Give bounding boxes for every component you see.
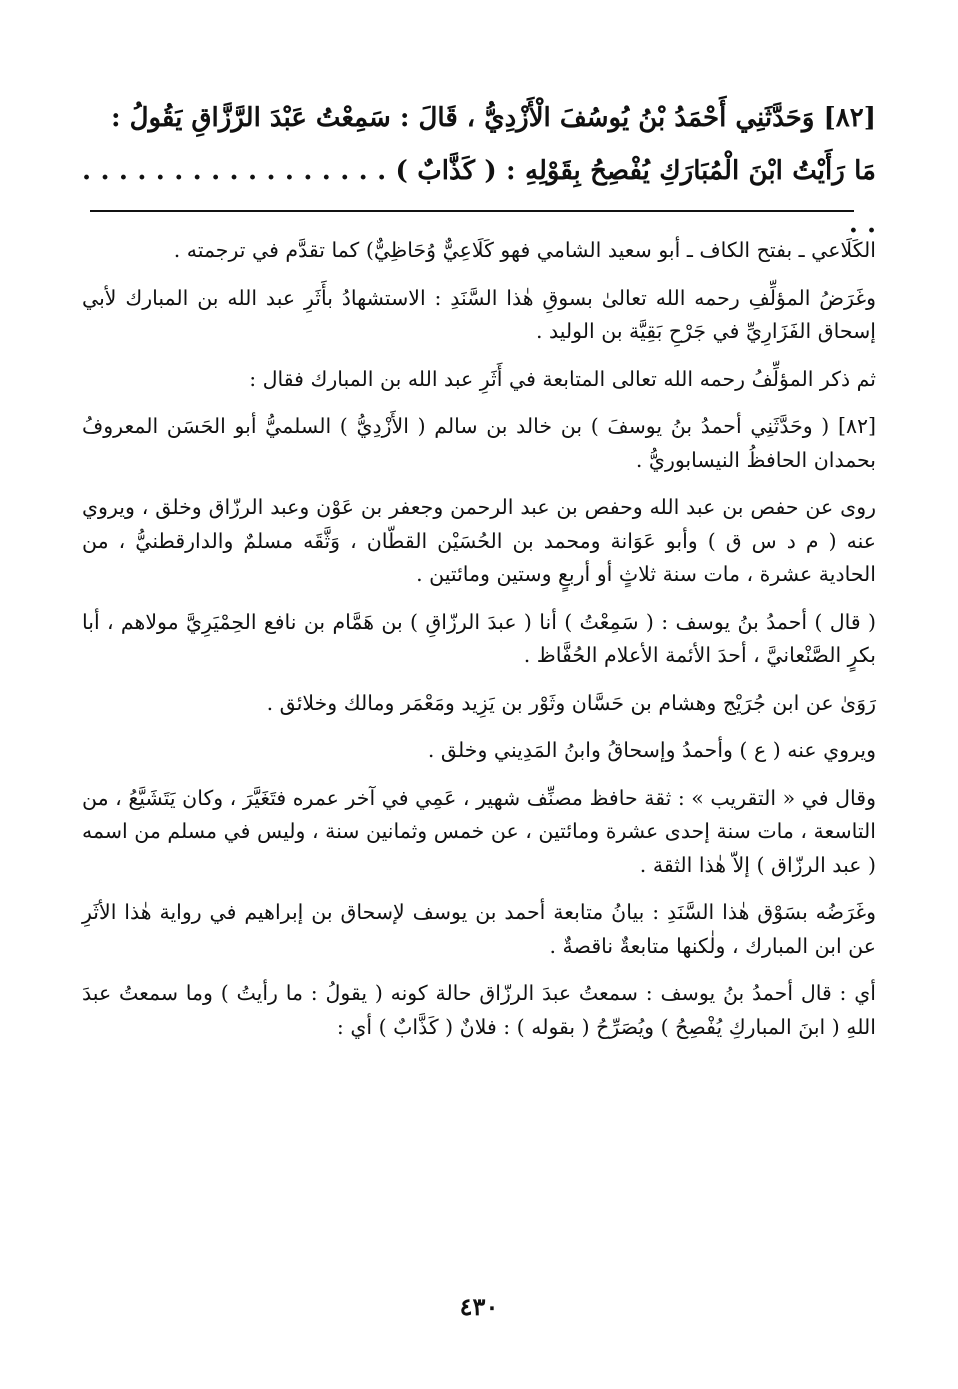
commentary-paragraph: رَوَىٰ عن ابن جُرَيْج وهشام بن حَسَّان وثَوْر بن يَزِيد ومَعْمَر ومالك وخلائق .	[266, 690, 876, 715]
commentary-paragraph: ( قال ) أحمدُ بنُ يوسف : ( سَمِعْتُ ) أنا ( عبدَ الرزّاقِ ) بن هَمَّام بن نافع الحِمْيَرِيَّ مولاهم ، أبا بكرٍ الصَّنْعانيَّ ، أحدَ الأئمة الأعلام الحُفَّاظ .	[82, 609, 876, 667]
hadith-line: مَا رَأَيْتُ ابْنَ الْمُبَارَكِ يُفْصِحُ بِقَوْلِهِ : ( كَذَّابٌ ) . . . . . . . . . . . . . . . . . . .	[82, 156, 876, 239]
commentary-paragraph: أي : قال أحمدُ بنُ يوسف : سمعتُ عبدَ الرزّاق حالة كونه ( يقولُ : ما رأيتُ ) وما سمعتُ عبدَ اللهِ ( ابنَ المباركِ يُفْصِحُ ) ويُصَرِّحُ ( بقوله ) : فلانٌ ( كَذَّابٌ ) أي :	[82, 981, 876, 1039]
commentary-paragraph: وغَرَضُه بسَوْق هٰذا السَّنَدِ : بيانُ متابعة أحمد بن يوسف لإسحاق بن إبراهيم في رواية هٰذا الأثَرِ عن ابن المبارك ، ولٰكنها متابعةٌ ناقصةٌ .	[82, 900, 876, 958]
commentary-paragraph: ويروي عنه ( ع ) وأحمدُ وإسحاقُ وابنُ المَدِيني وخلق .	[427, 738, 876, 762]
commentary-paragraph: وقال في « التقريب » : ثقة حافظ مصنِّف شهير ، عَمِي في آخر عمره فتَغَيَّرَ ، وكان يَتَشَيَّعُ ، من التاسعة ، مات سنة إحدى عشرة ومائتين ، عن خمس وثمانين سنة ، وليس في مسلم من اسمه ( عبد الرزّاق ) إلاّ هٰذا الثقة .	[82, 785, 876, 877]
footnote-divider	[90, 210, 854, 212]
hadith-line: [٨٢] وَحَدَّثَنِي أَحْمَدُ بْنُ يُوسُفَ الْأَزْدِيُّ ، قَالَ : سَمِعْتُ عَبْدَ الرَّزَّاقِ يَقُولُ :	[110, 103, 876, 133]
commentary-paragraph: روى عن حفص بن عبد الله وحفص بن عبد الرحمن وجعفر بن عَوْن وعبد الرزّاق وخلق ، ويروي عنه ( م د س ق ) وأبو عَوَانة ومحمد بن الحُسَيْن القطّان ، وَثَّقَه مسلمٌ والدارقطنيُّ ، من الحادية عشرة ، مات سنة ثلاثٍ أو أربعٍ وستين ومائتين .	[82, 495, 876, 586]
commentary-paragraph: ثم ذكر المؤلِّفُ رحمه الله تعالى المتابعة في أَثَرِ عبد الله بن المبارك فقال :	[249, 366, 876, 391]
commentary-paragraph: [٨٢] ( وحَدَّثَنِي أحمدُ بنُ يوسفَ ) بن خالد بن سالم ( الأَزْدِيُّ ) السلميُّ أبو الحَسَن المعروفُ بحمدان الحافظُ النيسابوريُّ .	[82, 414, 876, 472]
commentary-block	[82, 234, 876, 1044]
commentary-paragraph: وغَرَضُ المؤلِّفِ رحمه الله تعالىٰ بسوقِ هٰذا السَّنَدِ : الاستشهادُ بأَثَرِ عبد الله بن المبارك لأبي إسحاق الفَزَارِيِّ في جَرْحِ بَقِيَّة بن الوليد .	[82, 285, 876, 343]
hadith-text-block	[82, 92, 876, 251]
commentary-paragraph: الكَلَاعي ـ بفتح الكاف ـ أبو سعيد الشامي فهو كَلَاعِيٌّ وُحَاظِيٌّ) كما تقدَّم في ترجمته .	[173, 238, 876, 262]
page-number: ٤٣٠	[459, 1292, 499, 1321]
